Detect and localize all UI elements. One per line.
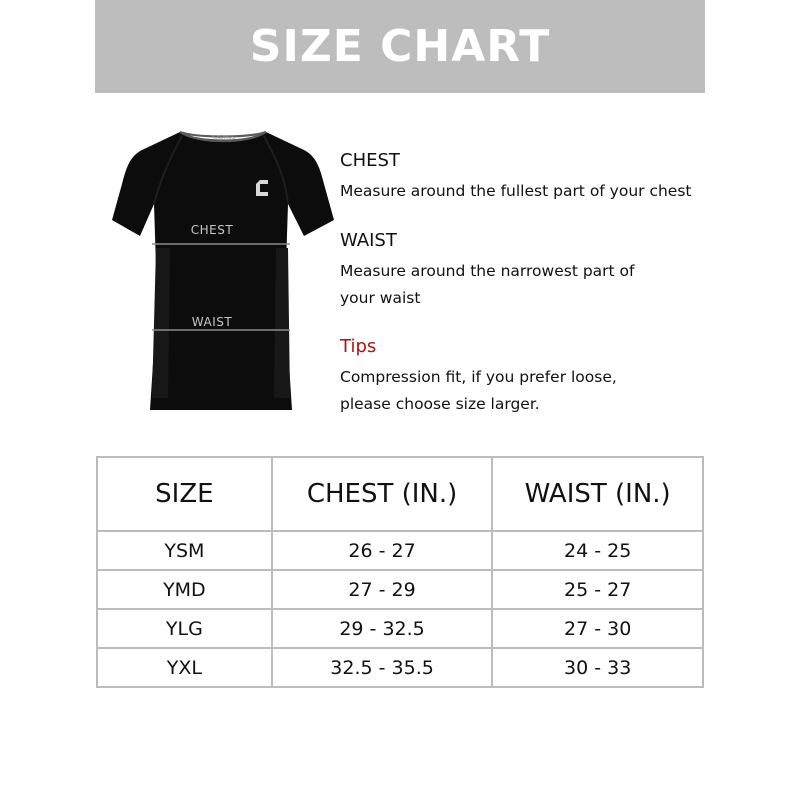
table-header-row — [97, 457, 703, 531]
chest-cell: 26 - 27 — [272, 531, 493, 570]
waist-cell: 30 - 33 — [492, 648, 703, 687]
table-row — [97, 648, 703, 687]
chest-info — [340, 150, 700, 205]
waist-cell: 25 - 27 — [492, 570, 703, 609]
tshirt-left-panel — [152, 248, 170, 398]
tips-info — [340, 336, 700, 418]
tips-text-line-1: Compression fit, if you prefer loose, — [340, 367, 617, 386]
waist-measure-label: WAIST — [191, 315, 233, 329]
tshirt-body — [112, 132, 334, 410]
tips-heading: Tips — [340, 336, 377, 357]
table-row — [97, 609, 703, 648]
waist-heading: WAIST — [340, 230, 397, 251]
chest-description: Measure around the fullest part of your chest — [340, 181, 692, 200]
size-cell: YMD — [97, 570, 272, 609]
chest-cell: 32.5 - 35.5 — [272, 648, 493, 687]
tshirt-graphic — [108, 128, 338, 414]
header-waist: WAIST (IN.) — [492, 457, 703, 531]
size-cell: YXL — [97, 648, 272, 687]
header-banner — [95, 0, 705, 93]
waist-description-line-2: your waist — [340, 288, 421, 307]
tshirt-right-panel — [274, 248, 290, 398]
size-cell: YSM — [97, 531, 272, 570]
tshirt-illustration — [108, 128, 338, 414]
waist-cell: 24 - 25 — [492, 531, 703, 570]
waist-info — [340, 230, 700, 312]
waist-cell: 27 - 30 — [492, 609, 703, 648]
header-chest: CHEST (IN.) — [272, 457, 493, 531]
chest-cell: 27 - 29 — [272, 570, 493, 609]
table-row — [97, 531, 703, 570]
page-title: SIZE CHART — [249, 21, 551, 72]
size-table — [96, 456, 704, 688]
header-size: SIZE — [97, 457, 272, 531]
tips-text-line-2: please choose size larger. — [340, 394, 540, 413]
chest-cell: 29 - 32.5 — [272, 609, 493, 648]
waist-description-line-1: Measure around the narrowest part of — [340, 261, 635, 280]
chest-heading: CHEST — [340, 150, 400, 171]
brand-tag: CADMUS — [213, 135, 235, 141]
table-row — [97, 570, 703, 609]
chest-measure-label: CHEST — [190, 223, 234, 237]
size-cell: YLG — [97, 609, 272, 648]
